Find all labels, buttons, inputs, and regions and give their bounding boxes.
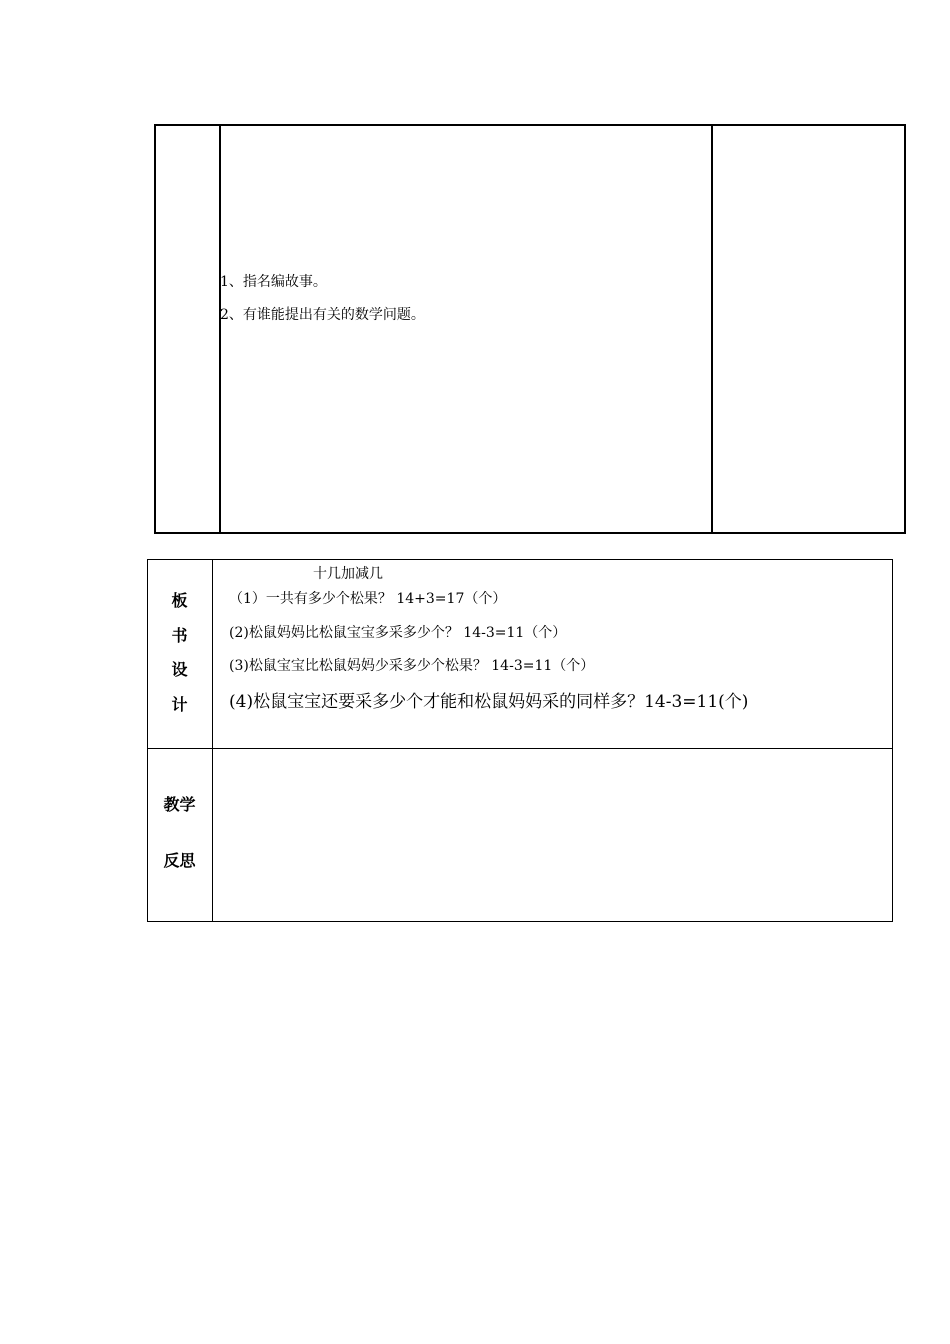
activity-line-1: 1、指名编故事。 bbox=[220, 274, 327, 290]
table-divider bbox=[212, 559, 213, 922]
board-line: (4)松鼠宝宝还要采多少个才能和松鼠妈妈采的同样多？14-3=11(个) bbox=[229, 692, 749, 712]
board-label-char: 计 bbox=[171, 695, 188, 714]
board-design-table bbox=[147, 559, 893, 922]
table-divider bbox=[219, 124, 221, 534]
board-line: （1）一共有多少个松果？ 14+3=17（个） bbox=[229, 591, 507, 607]
board-line: (3)松鼠宝宝比松鼠妈妈少采多少个松果？ 14-3=11（个） bbox=[229, 658, 595, 674]
board-label-char: 书 bbox=[171, 626, 188, 645]
board-label-char: 设 bbox=[171, 660, 188, 679]
table-divider bbox=[711, 124, 713, 534]
lesson-table bbox=[154, 124, 906, 534]
table-divider bbox=[147, 748, 893, 749]
reflection-label: 反思 bbox=[163, 851, 196, 870]
board-label-char: 板 bbox=[171, 591, 188, 610]
activity-line-2: 2、有谁能提出有关的数学问题。 bbox=[220, 307, 425, 323]
reflection-label: 教学 bbox=[163, 795, 196, 814]
board-title: 十几加减几 bbox=[313, 566, 383, 582]
board-line: (2)松鼠妈妈比松鼠宝宝多采多少个？ 14-3=11（个） bbox=[229, 625, 567, 641]
